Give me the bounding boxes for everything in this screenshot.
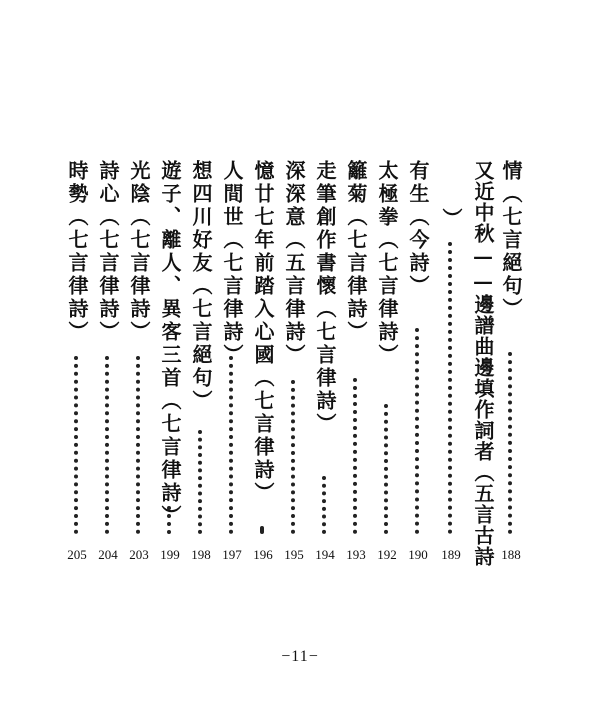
entry-page: 203: [129, 547, 149, 562]
entry-page: 192: [377, 547, 397, 562]
entry-title: 情（七言絕句）: [499, 160, 523, 321]
entry-page: 193: [346, 547, 366, 562]
page-number: −11−: [281, 648, 319, 665]
leader-dots: [353, 378, 357, 534]
leader-dots: [260, 526, 264, 534]
entry-page: 197: [222, 547, 242, 562]
entry-title: 想四川好友（七言絕句）: [189, 160, 213, 413]
leader-dots: [229, 356, 233, 534]
entry-title: 又近中秋——邊譜曲邊填作詞者（五言古詩: [471, 160, 495, 567]
entry-title: 深深意（五言律詩）: [282, 160, 306, 367]
leader-dots: [136, 356, 140, 534]
entry-title: 太極拳（七言律詩）: [375, 160, 399, 367]
leader-dots: [105, 356, 109, 534]
entry-page: 190: [408, 547, 428, 562]
entry-page: 198: [191, 547, 211, 562]
entry-title: 光陰（七言律詩）: [127, 160, 151, 344]
entry-title: 有生（今詩）: [406, 160, 430, 298]
entry-title-continuation: ）: [439, 208, 463, 231]
entry-title: 憶廿七年前踏入心國（七言律詩）: [251, 160, 275, 505]
entry-page: 188: [501, 547, 521, 562]
entry-title: 詩心（七言律詩）: [96, 160, 120, 344]
entry-page: 189: [441, 547, 461, 562]
entry-title: 時勢（七言律詩）: [65, 160, 89, 344]
entry-page: 195: [284, 547, 304, 562]
leader-dots: [448, 242, 452, 534]
entry-page: 204: [98, 547, 118, 562]
entry-page: 199: [160, 547, 180, 562]
entry-title: 走筆創作書懷（七言律詩）: [313, 160, 337, 436]
leader-dots: [508, 352, 512, 534]
entry-title: 人間世（七言律詩）: [220, 160, 244, 367]
entry-title: 遊子、離人、異客三首（七言律詩）: [158, 160, 182, 528]
entry-title: 籬菊（七言律詩）: [344, 160, 368, 344]
leader-dots: [322, 476, 326, 534]
leader-dots: [198, 430, 202, 534]
leader-dots: [384, 404, 388, 534]
entry-page: 194: [315, 547, 335, 562]
entry-page: 196: [253, 547, 273, 562]
entry-page: 205: [67, 547, 87, 562]
leader-dots: [415, 328, 419, 534]
leader-dots: [74, 356, 78, 534]
leader-dots: [291, 380, 295, 534]
leader-dots: [167, 506, 171, 534]
